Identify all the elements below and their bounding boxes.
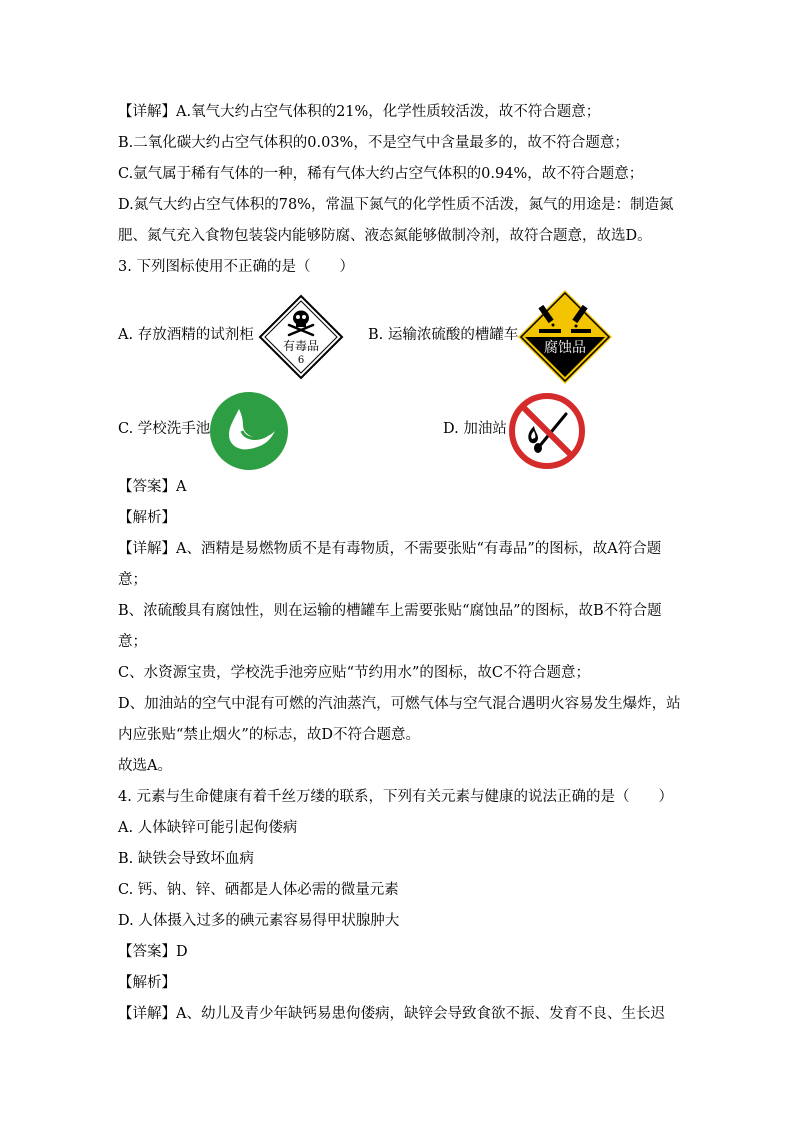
q3-option-c: C. 学校洗手池 [118,421,211,437]
text-line: D、加油站的空气中混有可燃的汽油蒸汽，可燃气体与空气混合遇明火容易发生爆炸，站 [118,696,681,712]
q4-option-b: B. 缺铁会导致坏血病 [118,851,254,867]
toxic-label: 有毒品 [282,339,320,353]
analysis-label: 【解析】 [118,975,176,991]
text-line: B、浓硫酸具有腐蚀性，则在运输的槽罐车上需要张贴“腐蚀品”的图标，故B不符合题 [118,603,662,619]
no-open-flame-icon [508,392,586,470]
question-4: 4. 元素与生命健康有着千丝万缕的联系，下列有关元素与健康的说法正确的是（ ） [118,789,673,805]
corrosive-label: 腐蚀品 [544,340,586,356]
text-line: 【详解】A、幼儿及青少年缺钙易患佝偻病，缺锌会导致食欲不振、发育不良、生长迟 [118,1006,665,1022]
text-line: 【详解】A、酒精是易燃物质不是有毒物质，不需要张贴“有毒品”的图标，故A符合题 [118,541,662,557]
text-line: D.氮气大约占空气体积的78%，常温下氮气的化学性质不活泼，氮气的用途是：制造氮 [118,197,674,213]
analysis-label: 【解析】 [118,510,176,526]
text-line: 故选A。 [118,758,172,774]
text-line: 肥、氮气充入食物包装袋内能够防腐、液态氮能够做制冷剂，故符合题意，故选D。 [118,228,652,244]
answer-label: 【答案】D [118,944,188,960]
text-line: 意； [118,572,147,588]
water-saving-icon [209,391,289,471]
q4-option-d: D. 人体摄入过多的碘元素容易得甲状腺肿大 [118,913,400,929]
text-line: C、水资源宝贵，学校洗手池旁应贴“节约用水”的图标，故C不符合题意； [118,665,591,681]
text-line: 意； [118,634,147,650]
toxic-class-number: 6 [297,355,305,366]
question-3: 3. 下列图标使用不正确的是（ ） [118,259,354,275]
q4-option-a: A. 人体缺锌可能引起佝偻病 [118,820,298,836]
answer-label: 【答案】A [118,479,187,495]
q4-option-c: C. 钙、钠、锌、硒都是人体必需的微量元素 [118,882,399,898]
text-line: 【详解】A.氧气大约占空气体积的21%，化学性质较活泼，故不符合题意； [118,104,601,120]
corrosive-hazard-icon [517,289,613,385]
text-line: 内应张贴“禁止烟火”的标志，故D不符合题意。 [118,727,420,743]
q3-option-b: B. 运输浓硫酸的槽罐车 [368,327,519,343]
q3-option-d: D. 加油站 [443,421,507,437]
text-line: B.二氧化碳大约占空气体积的0.03%，不是空气中含量最多的，故不符合题意； [118,135,629,151]
q3-option-a: A. 存放酒精的试剂柜 [118,327,254,343]
toxic-hazard-icon [258,294,344,380]
text-line: C.氩气属于稀有气体的一种，稀有气体大约占空气体积的0.94%，故不符合题意； [118,166,644,182]
